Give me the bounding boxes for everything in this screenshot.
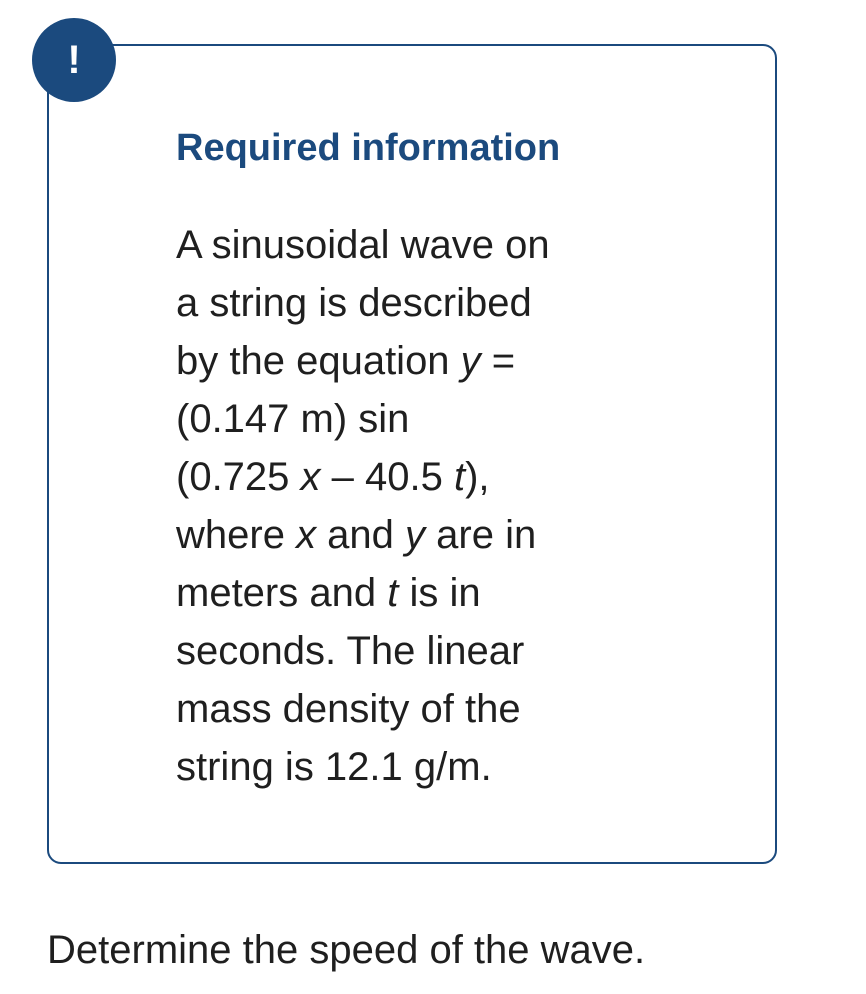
variable-y: y (405, 512, 426, 557)
text-run: A sinusoidal wave on (176, 222, 550, 267)
statement-line (176, 564, 626, 622)
text-run: – 40.5 (320, 454, 454, 499)
text-run: where (176, 512, 297, 557)
statement-line (176, 680, 626, 738)
statement-line (176, 390, 626, 448)
statement-line (176, 506, 626, 564)
text-run: mass density of the (176, 686, 521, 731)
text-run: a string is described (176, 280, 532, 325)
text-run: (0.725 (176, 454, 301, 499)
statement-line (176, 738, 626, 796)
text-run: = (480, 338, 516, 383)
statement-line (176, 274, 626, 332)
variable-x: x (300, 454, 321, 499)
text-run: seconds. The linear (176, 628, 525, 673)
text-run: by the equation (176, 338, 461, 383)
alert-symbol: ! (67, 38, 81, 82)
text-run: ), (465, 454, 490, 499)
alert-icon (32, 18, 116, 102)
card-title: Required information (176, 127, 561, 169)
statement-line (176, 216, 626, 274)
question-prompt: Determine the speed of the wave. (47, 928, 646, 972)
text-run: is in (398, 570, 481, 615)
text-run: (0.147 m) sin (176, 396, 410, 441)
variable-t: t (387, 570, 399, 615)
text-run: and (316, 512, 406, 557)
problem-statement (176, 216, 626, 796)
text-run: string is 12.1 g/m. (176, 744, 492, 789)
text-run: meters and (176, 570, 388, 615)
card-content (176, 126, 646, 796)
text-run: are in (425, 512, 537, 557)
statement-line (176, 448, 626, 506)
statement-line (176, 622, 626, 680)
variable-t: t (453, 454, 466, 499)
variable-x: x (296, 512, 317, 557)
statement-line (176, 332, 626, 390)
variable-y: y (460, 338, 481, 383)
